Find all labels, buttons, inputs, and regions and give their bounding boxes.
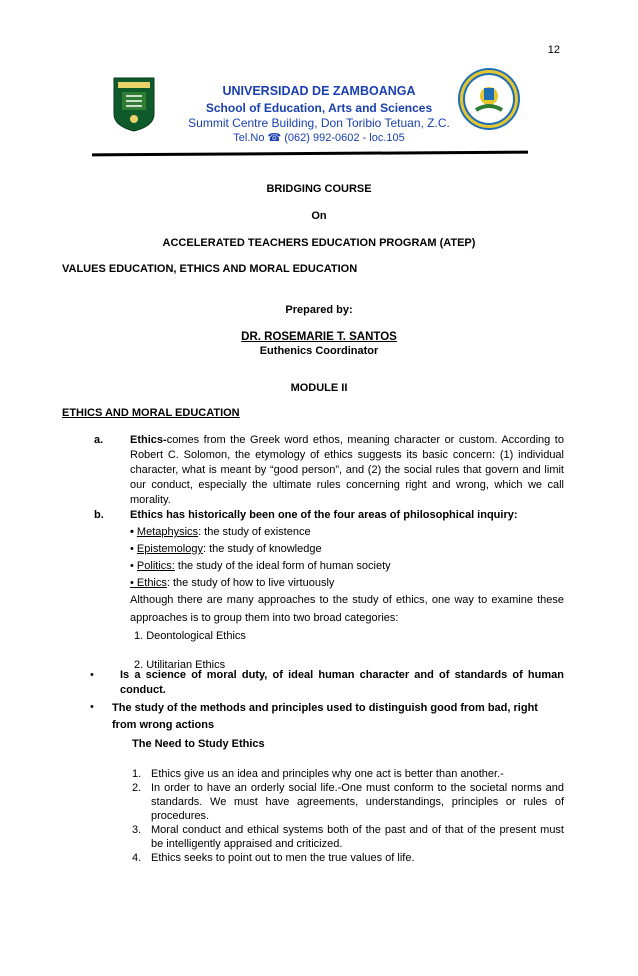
course-title: BRIDGING COURSE xyxy=(266,183,372,195)
item-a-text xyxy=(130,433,564,508)
ethics-definition: comes from the Greek word ethos, meaning character or custom. According to Robert C. Solomon, the etymology of ethics suggests its basic concern: (1) individual character, what is meant by “good person”, and (2) the social rules that govern and limit our conduct, especially the ultimate rules concerning right and wrong, which we call morality. xyxy=(130,434,564,506)
need-item-text: Ethics give us an idea and principles why one act is better than another.- xyxy=(151,768,504,780)
branch-politics: • Politics: the study of the ideal form of human society xyxy=(130,560,391,572)
page-number: 12 xyxy=(547,44,560,56)
need-item-text: Ethics seeks to point out to men the true values of life. xyxy=(151,852,415,864)
definition-text: The study of the methods and principles used to distinguish good from bad, right from wrong actions xyxy=(112,702,538,731)
prepared-by-label: Prepared by: xyxy=(285,304,353,316)
need-item: 4. Ethics seeks to point out to men the true values of life. xyxy=(132,852,415,864)
item-b xyxy=(94,508,564,673)
module-title: MODULE II xyxy=(290,382,348,394)
definitions-list xyxy=(90,668,564,736)
header-rule xyxy=(92,151,528,157)
approach-deontological: 1. Deontological Ethics xyxy=(134,630,246,642)
approaches-text: Although there are many approaches to the study of ethics, one way to examine these approaches is to group them into two broad categories: xyxy=(130,594,564,624)
definition-text: Is a science of moral duty, of ideal human character and of standards of human conduct. xyxy=(120,669,564,696)
section-title: ETHICS AND MORAL EDUCATION xyxy=(62,407,240,419)
content-list xyxy=(94,433,564,673)
approach-utilitarian: 2. Utilitarian Ethics xyxy=(134,659,226,671)
need-list xyxy=(132,767,564,865)
definition-item: • Is a science of moral duty, of ideal human character and of standards of human conduct. xyxy=(90,669,564,696)
subject-title: VALUES EDUCATION, ETHICS AND MORAL EDUCATION xyxy=(62,263,358,275)
course-on: On xyxy=(311,210,327,222)
branch-metaphysics: • Metaphysics: the study of existence xyxy=(130,526,311,538)
branch-epistemology: • Epistemology: the study of knowledge xyxy=(130,543,322,555)
need-title: The Need to Study Ethics xyxy=(132,738,265,750)
school-name: School of Education, Arts and Sciences xyxy=(205,101,433,115)
item-b-marker: b. xyxy=(94,509,104,521)
university-name: UNIVERSIDAD DE ZAMBOANGA xyxy=(222,84,416,98)
need-item-text: Moral conduct and ethical systems both of the past and of that of the present must be intelligently appraised and criticized. xyxy=(151,824,564,850)
item-a xyxy=(94,433,564,508)
author-role: Euthenics Coordinator xyxy=(259,345,379,357)
author-name: DR. ROSEMARIE T. SANTOS xyxy=(241,331,397,343)
program-title: ACCELERATED TEACHERS EDUCATION PROGRAM (ATEP) xyxy=(162,237,476,249)
need-item: 1. Ethics give us an idea and principles why one act is better than another.- xyxy=(132,768,504,780)
need-item: 2. In order to have an orderly social life.-One must conform to the societal norms and standards. We must have agreements, understandings, principles or rules of procedures. xyxy=(132,782,564,822)
definition-item: • The study of the methods and principles used to distinguish good from bad, right from wrong actions xyxy=(94,700,564,734)
need-item-text: In order to have an orderly social life.-One must conform to the societal norms and standards. We must have agreements, understandings, principles or rules of procedures. xyxy=(151,782,564,822)
item-b-heading: Ethics has historically been one of the four areas of philosophical inquiry: xyxy=(130,509,518,521)
ethics-term: Ethics- xyxy=(130,434,167,446)
need-item: 3. Moral conduct and ethical systems both of the past and of that of the present must be intelligently appraised and criticized. xyxy=(132,824,564,850)
address: Summit Centre Building, Don Toribio Tetuan, Z.C. xyxy=(188,116,450,130)
branch-ethics: • Ethics: the study of how to live virtuously xyxy=(130,577,335,589)
item-a-marker: a. xyxy=(94,434,104,446)
telephone: Tel.No ☎ (062) 992-0602 - loc.105 xyxy=(233,132,405,144)
